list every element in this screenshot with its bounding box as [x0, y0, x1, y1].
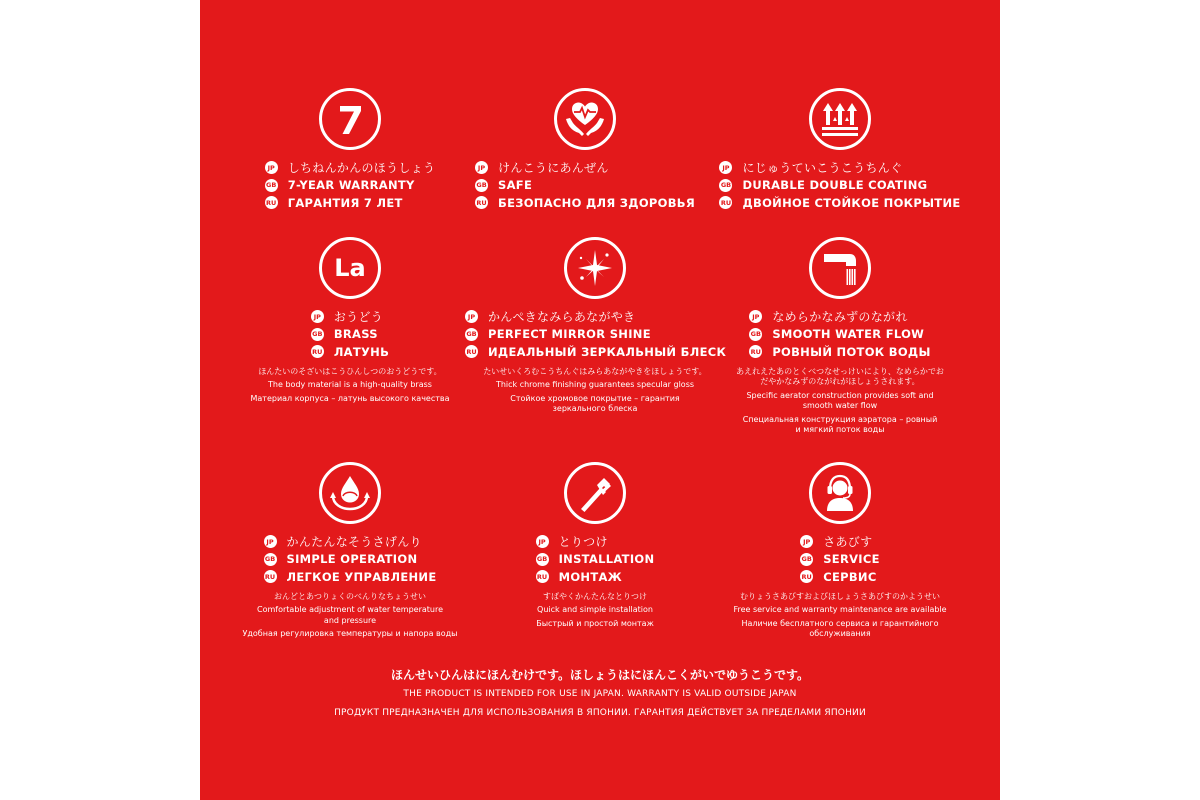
feature-desc-jp: たいせいくろむこうちんぐはみらあながやきをほしょうです。 [483, 366, 707, 376]
feature-label-jp: にじゅうていこうこうちんぐ [742, 161, 903, 176]
seven-icon [319, 88, 381, 150]
feature-desc-gb: Quick and simple installation [537, 605, 653, 614]
jp-badge: JP [311, 310, 324, 323]
feature-label-jp: さあびす [823, 535, 873, 550]
jp-badge: JP [719, 161, 732, 174]
ru-badge: RU [264, 570, 277, 583]
feature-installation [465, 462, 725, 632]
feature-label-gb: SMOOTH WATER FLOW [772, 327, 925, 342]
feature-label-gb: INSTALLATION [558, 552, 655, 567]
gb-badge: GB [265, 179, 278, 192]
jp-badge: JP [475, 161, 488, 174]
feature-label-jp: とりつけ [558, 535, 608, 550]
headset-support-icon [809, 462, 871, 524]
footer-notice-gb: THE PRODUCT IS INTENDED FOR USE IN JAPAN. WARRANTY IS VALID OUTSIDE JAPAN [403, 689, 797, 699]
feature-label-jp: なめらかなみずのながれ [772, 310, 908, 325]
feature-desc-jp: ほんたいのそざいはこうひんしつのおうどうです。 [258, 366, 442, 376]
feature-label-gb: PERFECT MIRROR SHINE [488, 327, 651, 342]
gb-badge: GB [800, 553, 813, 566]
ru-badge: RU [800, 570, 813, 583]
jp-badge: JP [465, 310, 478, 323]
feature-brass [220, 237, 480, 407]
jp-badge: JP [264, 535, 277, 548]
feature-label-ru: ЛАТУНЬ [333, 344, 390, 359]
ru-badge: RU [475, 196, 488, 209]
footer-notice [200, 666, 1000, 718]
heart-hands-icon [554, 88, 616, 150]
feature-label-ru: СЕРВИС [823, 569, 877, 584]
feature-mirror-shine [465, 237, 725, 418]
feature-desc-ru: Быстрый и простой монтаж [536, 618, 654, 628]
feature-desc-gb: The body material is a high-quality brass [268, 380, 432, 389]
feature-label-jp: おうどう [333, 310, 384, 325]
feature-warranty [220, 88, 480, 212]
jp-badge: JP [800, 535, 813, 548]
faucet-icon [809, 237, 871, 299]
feature-desc-ru: Материал корпуса – латунь высокого качества [250, 393, 450, 403]
feature-safe [455, 88, 715, 212]
brass-la-icon-text: La [334, 254, 366, 282]
feature-label-ru: ИДЕАЛЬНЫЙ ЗЕРКАЛЬНЫЙ БЛЕСК [488, 344, 727, 359]
gb-badge: GB [749, 328, 762, 341]
feature-label-jp: かんぺきなみらあながやき [488, 310, 636, 325]
gb-badge: GB [311, 328, 324, 341]
gb-badge: GB [465, 328, 478, 341]
ru-badge: RU [465, 345, 478, 358]
feature-coating [710, 88, 970, 212]
feature-desc-ru: Удобная регулировка температуры и напора воды [242, 629, 458, 638]
footer-notice-jp: ほんせいひんはにほんむけです。ほしょうはにほんこくがいでゆうこうです。 [390, 668, 810, 682]
feature-service [710, 462, 970, 643]
gb-badge: GB [475, 179, 488, 192]
jp-badge: JP [265, 161, 278, 174]
feature-desc-ru: Стойкое хромовое покрытие – гарантия зеркального блеска [510, 393, 680, 413]
brass-la-icon [319, 237, 381, 299]
feature-desc-ru: Наличие бесплатного сервиса и гарантийного обслуживания [741, 618, 939, 638]
feature-desc-jp: むりょうさあびすおよびほしょうさあびすのかようせい [740, 591, 940, 601]
feature-desc-gb: Comfortable adjustment of water temperature and pressure [257, 605, 443, 625]
feature-desc-gb: Specific aerator construction provides soft and smooth water flow [746, 390, 934, 410]
feature-label-gb: SIMPLE OPERATION [286, 552, 418, 567]
feature-desc-ru: Специальная конструкция аэратора – ровный и мягкий поток воды [742, 414, 938, 434]
feature-desc-jp: あえれえたあのとくべつなせっけいにより、なめらかでお だやかなみずのながれがほしょうされます。 [736, 366, 944, 386]
ru-badge: RU [719, 196, 732, 209]
feature-label-ru: МОНТАЖ [558, 569, 623, 584]
feature-desc-gb: Free service and warranty maintenance are available [733, 605, 947, 614]
gb-badge: GB [264, 553, 277, 566]
feature-label-gb: SERVICE [823, 552, 880, 567]
feature-label-jp: けんこうにあんぜん [498, 161, 609, 176]
feature-label-ru: РОВНЫЙ ПОТОК ВОДЫ [772, 344, 931, 359]
feature-water-flow [710, 237, 970, 439]
sparkle-icon [564, 237, 626, 299]
feature-label-ru: БЕЗОПАСНО ДЛЯ ЗДОРОВЬЯ [498, 195, 695, 210]
ru-badge: RU [311, 345, 324, 358]
feature-label-ru: ДВОЙНОЕ СТОЙКОЕ ПОКРЫТИЕ [742, 195, 961, 210]
feature-desc-jp: すばやくかんたんなとりつけ [543, 591, 647, 601]
feature-label-ru: ГАРАНТИЯ 7 ЛЕТ [287, 195, 403, 210]
feature-label-gb: 7-YEAR WARRANTY [287, 178, 415, 193]
jp-badge: JP [536, 535, 549, 548]
feature-label-gb: DURABLE DOUBLE COATING [742, 178, 928, 193]
gb-badge: GB [719, 179, 732, 192]
wrench-icon [564, 462, 626, 524]
feature-desc-jp: おんどとあつりょくのべんりなちょうせい [274, 591, 426, 601]
feature-label-jp: かんたんなそうさげんり [286, 535, 422, 550]
feature-label-gb: SAFE [498, 178, 533, 193]
ru-badge: RU [265, 196, 278, 209]
footer-notice-ru: ПРОДУКТ ПРЕДНАЗНАЧЕН ДЛЯ ИСПОЛЬЗОВАНИЯ В ЯПОНИИ. ГАРАНТИЯ ДЕЙСТВУЕТ ЗА ПРЕДЕЛАМИ ЯПОНИИ [334, 708, 866, 718]
ru-badge: RU [536, 570, 549, 583]
gb-badge: GB [536, 553, 549, 566]
water-drop-icon [319, 462, 381, 524]
jp-badge: JP [749, 310, 762, 323]
feature-label-gb: BRASS [333, 327, 378, 342]
feature-desc-gb: Thick chrome finishing guarantees specular gloss [495, 380, 695, 389]
feature-label-jp: しちねんかんのほうしょう [287, 161, 436, 176]
feature-simple-operation [220, 462, 480, 643]
feature-label-ru: ЛЕГКОЕ УПРАВЛЕНИЕ [286, 569, 437, 584]
coating-arrows-icon [809, 88, 871, 150]
ru-badge: RU [749, 345, 762, 358]
